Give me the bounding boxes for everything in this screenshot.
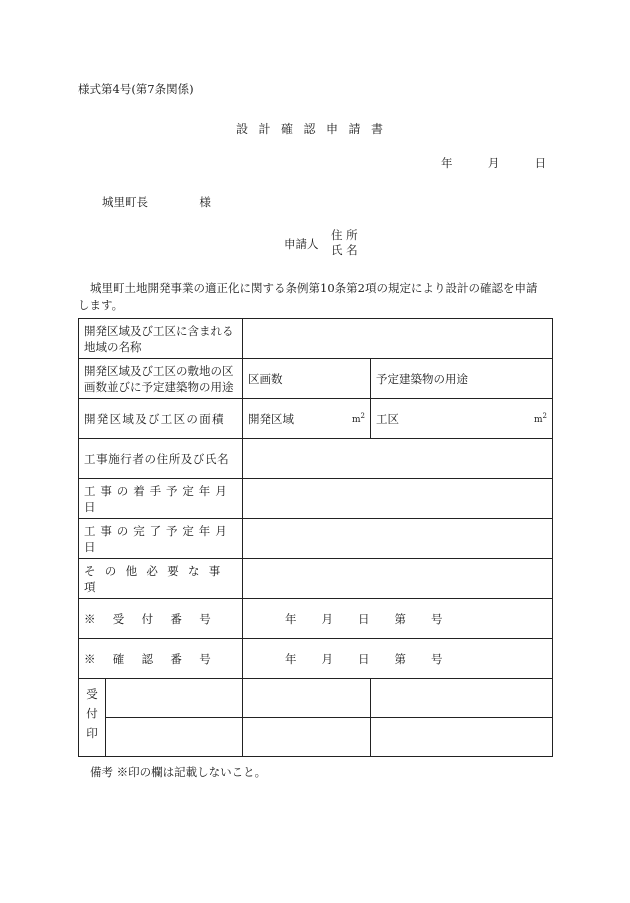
- stamp-label: [79, 688, 105, 747]
- body-text-line-2: します。: [78, 298, 124, 312]
- row-start-date-label: [79, 479, 243, 519]
- row-lots-usage-label: [79, 359, 243, 399]
- stamp-label-text: 受付印: [85, 688, 99, 747]
- date-month: 月: [321, 611, 333, 626]
- number-go: 号: [431, 651, 443, 666]
- table-row: [79, 479, 553, 519]
- stamp-cell[interactable]: [371, 679, 553, 718]
- label-text: 工事の完了予定年月日: [84, 523, 232, 554]
- date-day: 日: [534, 156, 547, 170]
- label-text: ※確認番号: [84, 651, 228, 666]
- row-region-name-label: [79, 319, 243, 359]
- applicant-fields: [331, 228, 358, 258]
- area-unit-sup: 2: [360, 412, 365, 420]
- table-row: [79, 718, 553, 757]
- stamp-label-cell: [79, 679, 106, 757]
- label-line: 開発区域及び工区の敷地の区: [84, 363, 234, 378]
- region-name-value[interactable]: [243, 319, 553, 359]
- table-row: [79, 359, 553, 399]
- stamp-cell[interactable]: [243, 679, 371, 718]
- date-month: 月: [321, 651, 333, 666]
- approval-number-value[interactable]: [243, 639, 553, 679]
- stamp-cell[interactable]: [106, 679, 243, 718]
- number-go: 号: [431, 611, 443, 626]
- contractor-value[interactable]: [243, 439, 553, 479]
- receipt-date-line: [248, 611, 547, 627]
- table-row: [79, 399, 553, 439]
- stamp-cell[interactable]: [106, 718, 243, 757]
- form-number: 様式第4号(第7条関係): [78, 82, 194, 96]
- applicant-name-label: 氏 名: [331, 243, 358, 257]
- stamp-cell[interactable]: [243, 718, 371, 757]
- date-line: [441, 155, 546, 171]
- label-text: その他必要な事項: [84, 563, 230, 594]
- addressee-honorific: 様: [199, 195, 211, 209]
- label-text: ※受付番号: [84, 611, 228, 626]
- row-end-date-label: [79, 519, 243, 559]
- table-row: [79, 559, 553, 599]
- row-area-label: [79, 399, 243, 439]
- area-unit-m: m: [351, 415, 361, 425]
- number-dai: 第: [394, 611, 406, 626]
- date-day: 日: [358, 611, 370, 626]
- page-title: 設計確認申請書: [236, 122, 394, 136]
- label-text: 工事施行者の住所及び氏名: [84, 451, 230, 466]
- row-other-label: [79, 559, 243, 599]
- label-line: 地域の名称: [84, 339, 142, 354]
- date-year: 年: [285, 611, 297, 626]
- dev-area-label: 開発区域: [248, 411, 294, 426]
- note: 備考 ※印の欄は記載しないこと。: [90, 765, 267, 779]
- section-area-label: 工区: [376, 411, 399, 426]
- application-table: [78, 318, 553, 757]
- area-unit-m: m: [533, 415, 543, 425]
- area-unit: [534, 412, 547, 425]
- receipt-number-value[interactable]: [243, 599, 553, 639]
- area-unit-sup: 2: [542, 412, 547, 420]
- label-line: 画数並びに予定建築物の用途: [84, 379, 234, 394]
- date-day: 日: [358, 651, 370, 666]
- applicant-address-label: 住 所: [331, 228, 358, 242]
- label-text: 工事の着手予定年月日: [84, 483, 232, 514]
- row-approval-number-label: [79, 639, 243, 679]
- date-year: 年: [285, 651, 297, 666]
- table-row: [79, 679, 553, 718]
- area-unit: [352, 412, 365, 425]
- approval-date-line: [248, 651, 547, 667]
- table-row: [79, 319, 553, 359]
- dev-area-cell[interactable]: [243, 399, 371, 439]
- table-row: [79, 519, 553, 559]
- addressee-name: 城里町長: [102, 195, 148, 209]
- number-dai: 第: [394, 651, 406, 666]
- label-text: 開発区域及び工区の面積: [84, 411, 225, 426]
- other-value[interactable]: [243, 559, 553, 599]
- addressee: [102, 194, 211, 210]
- start-date-value[interactable]: [243, 479, 553, 519]
- justified-label: [84, 411, 237, 427]
- section-area-cell[interactable]: [371, 399, 553, 439]
- stamp-cell[interactable]: [371, 718, 553, 757]
- body-text-line-1: 城里町土地開発事業の適正化に関する条例第10条第2項の規定により設計の確認を申請: [90, 281, 538, 295]
- table-row: [79, 599, 553, 639]
- date-year: 年: [441, 156, 453, 170]
- row-contractor-label: [79, 439, 243, 479]
- row-receipt-number-label: [79, 599, 243, 639]
- lot-count-cell[interactable]: 区画数: [243, 359, 371, 399]
- table-row: [79, 639, 553, 679]
- date-month: 月: [487, 156, 500, 170]
- end-date-value[interactable]: [243, 519, 553, 559]
- label-line: 開発区域及び工区に含まれる: [84, 323, 234, 338]
- table-row: [79, 439, 553, 479]
- applicant-label: 申請人: [284, 237, 319, 251]
- building-usage-cell[interactable]: 予定建築物の用途: [371, 359, 553, 399]
